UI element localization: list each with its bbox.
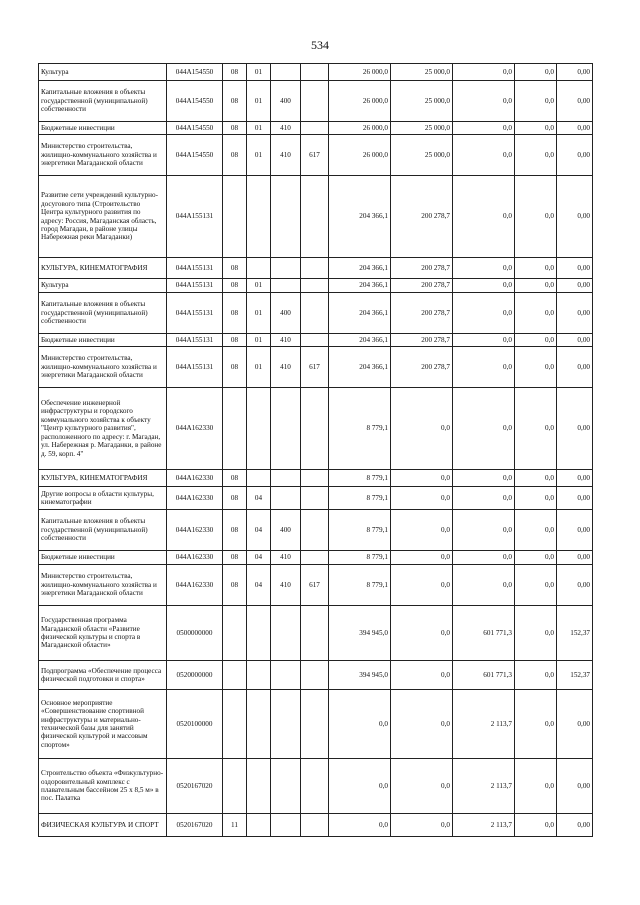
cell-amount-2: 200 278,7 [391, 279, 453, 293]
cell-name: ФИЗИЧЕСКАЯ КУЛЬТУРА И СПОРТ [39, 814, 167, 837]
table-row [39, 510, 593, 551]
cell-amount-3: 0,0 [453, 122, 515, 135]
cell-admin-code: 617 [301, 135, 329, 176]
cell-percent: 0,00 [557, 388, 593, 470]
cell-amount-4: 0,0 [515, 293, 557, 334]
cell-section: 08 [223, 470, 247, 487]
cell-amount-3: 0,0 [453, 510, 515, 551]
cell-expense-type [271, 279, 301, 293]
cell-amount-3: 0,0 [453, 551, 515, 565]
cell-code: 044A154550 [167, 122, 223, 135]
cell-section [223, 606, 247, 661]
cell-amount-4: 0,0 [515, 347, 557, 388]
cell-name: Подпрограмма «Обеспечение процесса физической подготовки и спорта» [39, 661, 167, 690]
cell-section [223, 176, 247, 258]
cell-code: 044A162330 [167, 388, 223, 470]
cell-section: 08 [223, 510, 247, 551]
cell-admin-code [301, 258, 329, 279]
cell-section: 08 [223, 258, 247, 279]
cell-admin-code: 617 [301, 347, 329, 388]
cell-amount-1: 8 779,1 [329, 487, 391, 510]
cell-name: КУЛЬТУРА, КИНЕМАТОГРАФИЯ [39, 470, 167, 487]
cell-amount-4: 0,0 [515, 334, 557, 347]
cell-name: Капитальные вложения в объекты государственной (муниципальной) собственности [39, 510, 167, 551]
cell-percent: 0,00 [557, 334, 593, 347]
cell-subsection [247, 176, 271, 258]
cell-percent: 0,00 [557, 470, 593, 487]
cell-subsection: 01 [247, 122, 271, 135]
cell-amount-3: 0,0 [453, 565, 515, 606]
cell-section: 11 [223, 814, 247, 837]
cell-code: 044A162330 [167, 510, 223, 551]
table-row [39, 388, 593, 470]
cell-amount-3: 0,0 [453, 279, 515, 293]
cell-name: Министерство строительства, жилищно-коммунального хозяйства и энергетики Магаданской области [39, 347, 167, 388]
cell-amount-3: 2 113,7 [453, 690, 515, 759]
cell-amount-2: 25 000,0 [391, 81, 453, 122]
cell-expense-type: 410 [271, 135, 301, 176]
cell-percent: 152,37 [557, 661, 593, 690]
page-number: 534 [311, 38, 329, 52]
cell-subsection [247, 814, 271, 837]
cell-amount-1: 26 000,0 [329, 135, 391, 176]
cell-amount-2: 0,0 [391, 606, 453, 661]
cell-percent: 0,00 [557, 347, 593, 388]
cell-amount-4: 0,0 [515, 565, 557, 606]
cell-subsection: 04 [247, 551, 271, 565]
cell-subsection: 04 [247, 487, 271, 510]
cell-amount-3: 0,0 [453, 135, 515, 176]
cell-percent: 0,00 [557, 135, 593, 176]
cell-amount-1: 8 779,1 [329, 551, 391, 565]
cell-section: 08 [223, 565, 247, 606]
cell-amount-3: 0,0 [453, 293, 515, 334]
cell-admin-code [301, 606, 329, 661]
cell-admin-code [301, 759, 329, 814]
cell-section: 08 [223, 293, 247, 334]
cell-amount-2: 200 278,7 [391, 293, 453, 334]
cell-amount-4: 0,0 [515, 510, 557, 551]
cell-subsection: 04 [247, 565, 271, 606]
table-row [39, 661, 593, 690]
cell-amount-2: 200 278,7 [391, 334, 453, 347]
cell-amount-2: 0,0 [391, 814, 453, 837]
cell-code: 044A155131 [167, 279, 223, 293]
cell-amount-3: 0,0 [453, 334, 515, 347]
table-row [39, 279, 593, 293]
table-row [39, 176, 593, 258]
cell-amount-1: 204 366,1 [329, 347, 391, 388]
cell-amount-1: 8 779,1 [329, 470, 391, 487]
cell-amount-2: 0,0 [391, 470, 453, 487]
cell-code: 044A155131 [167, 334, 223, 347]
cell-admin-code [301, 122, 329, 135]
table-row [39, 565, 593, 606]
cell-expense-type: 400 [271, 81, 301, 122]
cell-code: 044A154550 [167, 64, 223, 81]
table-row [39, 258, 593, 279]
table-row [39, 470, 593, 487]
cell-amount-1: 394 945,0 [329, 661, 391, 690]
cell-admin-code [301, 388, 329, 470]
cell-section: 08 [223, 347, 247, 388]
cell-subsection [247, 258, 271, 279]
cell-percent: 0,00 [557, 487, 593, 510]
table-row [39, 690, 593, 759]
cell-subsection: 01 [247, 81, 271, 122]
cell-section [223, 661, 247, 690]
cell-subsection [247, 661, 271, 690]
cell-amount-3: 0,0 [453, 258, 515, 279]
cell-amount-1: 0,0 [329, 814, 391, 837]
cell-expense-type [271, 176, 301, 258]
cell-amount-4: 0,0 [515, 690, 557, 759]
cell-amount-1: 204 366,1 [329, 293, 391, 334]
cell-name: Бюджетные инвестиции [39, 334, 167, 347]
cell-amount-4: 0,0 [515, 487, 557, 510]
cell-name: Обеспечение инженерной инфраструктуры и городского коммунального хозяйства к объекту "Центр культурного развития", расположенного по адресу: г. Магадан, ул. Набережная р. Магаданки, в районе д. 59, корп. 4" [39, 388, 167, 470]
cell-code: 0520167020 [167, 759, 223, 814]
cell-admin-code [301, 64, 329, 81]
cell-amount-2: 0,0 [391, 388, 453, 470]
cell-subsection: 01 [247, 334, 271, 347]
cell-section [223, 690, 247, 759]
table-row [39, 81, 593, 122]
cell-name: Министерство строительства, жилищно-коммунального хозяйства и энергетики Магаданской области [39, 135, 167, 176]
cell-admin-code [301, 814, 329, 837]
cell-code: 044A154550 [167, 81, 223, 122]
cell-subsection: 01 [247, 135, 271, 176]
cell-amount-4: 0,0 [515, 64, 557, 81]
cell-admin-code [301, 293, 329, 334]
cell-amount-1: 26 000,0 [329, 64, 391, 81]
cell-amount-2: 200 278,7 [391, 176, 453, 258]
cell-percent: 0,00 [557, 759, 593, 814]
cell-amount-1: 26 000,0 [329, 81, 391, 122]
cell-admin-code [301, 176, 329, 258]
cell-subsection: 01 [247, 64, 271, 81]
cell-code: 044A154550 [167, 135, 223, 176]
cell-code: 044A162330 [167, 487, 223, 510]
cell-amount-4: 0,0 [515, 135, 557, 176]
cell-section: 08 [223, 334, 247, 347]
cell-name: Капитальные вложения в объекты государственной (муниципальной) собственности [39, 293, 167, 334]
cell-amount-1: 0,0 [329, 759, 391, 814]
cell-percent: 0,00 [557, 510, 593, 551]
cell-amount-2: 0,0 [391, 510, 453, 551]
cell-amount-2: 0,0 [391, 690, 453, 759]
cell-subsection: 01 [247, 279, 271, 293]
cell-admin-code [301, 510, 329, 551]
cell-admin-code [301, 81, 329, 122]
cell-amount-4: 0,0 [515, 551, 557, 565]
cell-code: 044A155131 [167, 347, 223, 388]
cell-name: Капитальные вложения в объекты государственной (муниципальной) собственности [39, 81, 167, 122]
cell-percent: 0,00 [557, 81, 593, 122]
cell-amount-1: 204 366,1 [329, 258, 391, 279]
cell-amount-2: 25 000,0 [391, 122, 453, 135]
cell-expense-type [271, 661, 301, 690]
cell-expense-type: 410 [271, 334, 301, 347]
cell-percent: 152,37 [557, 606, 593, 661]
cell-name: Государственная программа Магаданской области «Развитие физической культуры и спорта в Магаданской области» [39, 606, 167, 661]
cell-name: Культура [39, 279, 167, 293]
table-row [39, 135, 593, 176]
cell-admin-code [301, 279, 329, 293]
cell-subsection [247, 606, 271, 661]
cell-amount-1: 0,0 [329, 690, 391, 759]
cell-name: КУЛЬТУРА, КИНЕМАТОГРАФИЯ [39, 258, 167, 279]
cell-amount-2: 200 278,7 [391, 258, 453, 279]
cell-amount-2: 0,0 [391, 661, 453, 690]
cell-subsection [247, 470, 271, 487]
cell-subsection: 01 [247, 293, 271, 334]
cell-expense-type: 400 [271, 510, 301, 551]
cell-amount-2: 0,0 [391, 487, 453, 510]
cell-amount-3: 0,0 [453, 470, 515, 487]
cell-amount-1: 8 779,1 [329, 388, 391, 470]
cell-amount-3: 0,0 [453, 64, 515, 81]
cell-expense-type: 410 [271, 565, 301, 606]
cell-section [223, 759, 247, 814]
cell-percent: 0,00 [557, 551, 593, 565]
cell-amount-4: 0,0 [515, 388, 557, 470]
cell-amount-4: 0,0 [515, 606, 557, 661]
cell-percent: 0,00 [557, 64, 593, 81]
cell-amount-4: 0,0 [515, 814, 557, 837]
cell-amount-4: 0,0 [515, 81, 557, 122]
cell-amount-3: 601 771,3 [453, 661, 515, 690]
table-row [39, 551, 593, 565]
cell-amount-3: 2 113,7 [453, 759, 515, 814]
table-row [39, 487, 593, 510]
cell-code: 044A162330 [167, 470, 223, 487]
cell-amount-2: 0,0 [391, 565, 453, 606]
table-row [39, 606, 593, 661]
cell-code: 0500000000 [167, 606, 223, 661]
cell-subsection [247, 759, 271, 814]
cell-admin-code [301, 470, 329, 487]
cell-admin-code [301, 334, 329, 347]
cell-admin-code [301, 551, 329, 565]
cell-amount-1: 8 779,1 [329, 510, 391, 551]
table-row [39, 759, 593, 814]
cell-expense-type: 410 [271, 122, 301, 135]
cell-section: 08 [223, 135, 247, 176]
cell-amount-1: 394 945,0 [329, 606, 391, 661]
cell-code: 0520100000 [167, 690, 223, 759]
cell-name: Культура [39, 64, 167, 81]
cell-name: Строительство объекта «Физкультурно-оздоровительный комплекс с плавательным бассейном 25 х 8,5 м» в пос. Палатка [39, 759, 167, 814]
cell-amount-3: 0,0 [453, 176, 515, 258]
cell-amount-4: 0,0 [515, 759, 557, 814]
cell-amount-4: 0,0 [515, 661, 557, 690]
cell-code: 044A162330 [167, 551, 223, 565]
cell-section: 08 [223, 279, 247, 293]
cell-name: Развитие сети учреждений культурно-досугового типа (Строительство Центра культурного развития по адресу: Россия, Магаданская область, город Магадан, в районе улицы Набережная реки Магаданки) [39, 176, 167, 258]
table-row [39, 347, 593, 388]
cell-percent: 0,00 [557, 279, 593, 293]
cell-expense-type: 410 [271, 347, 301, 388]
cell-admin-code [301, 487, 329, 510]
cell-amount-2: 25 000,0 [391, 64, 453, 81]
cell-expense-type [271, 258, 301, 279]
cell-expense-type: 400 [271, 293, 301, 334]
cell-amount-1: 26 000,0 [329, 122, 391, 135]
cell-section: 08 [223, 487, 247, 510]
cell-code: 044A155131 [167, 176, 223, 258]
cell-code: 0520000000 [167, 661, 223, 690]
cell-amount-4: 0,0 [515, 470, 557, 487]
cell-subsection [247, 388, 271, 470]
cell-subsection: 01 [247, 347, 271, 388]
table-row [39, 814, 593, 837]
cell-amount-3: 0,0 [453, 388, 515, 470]
budget-table [38, 63, 593, 837]
cell-amount-3: 601 771,3 [453, 606, 515, 661]
cell-amount-4: 0,0 [515, 279, 557, 293]
cell-amount-3: 0,0 [453, 487, 515, 510]
cell-code: 044A155131 [167, 258, 223, 279]
cell-percent: 0,00 [557, 293, 593, 334]
cell-percent: 0,00 [557, 122, 593, 135]
cell-amount-2: 25 000,0 [391, 135, 453, 176]
table-row [39, 64, 593, 81]
cell-section: 08 [223, 81, 247, 122]
cell-section: 08 [223, 64, 247, 81]
cell-section: 08 [223, 122, 247, 135]
cell-code: 044A162330 [167, 565, 223, 606]
cell-name: Министерство строительства, жилищно-коммунального хозяйства и энергетики Магаданской области [39, 565, 167, 606]
cell-amount-2: 200 278,7 [391, 347, 453, 388]
cell-amount-1: 204 366,1 [329, 176, 391, 258]
cell-percent: 0,00 [557, 176, 593, 258]
cell-admin-code [301, 690, 329, 759]
cell-amount-4: 0,0 [515, 122, 557, 135]
table-row [39, 293, 593, 334]
cell-amount-1: 204 366,1 [329, 279, 391, 293]
cell-amount-2: 0,0 [391, 551, 453, 565]
cell-subsection: 04 [247, 510, 271, 551]
cell-expense-type [271, 470, 301, 487]
cell-expense-type [271, 690, 301, 759]
cell-amount-1: 8 779,1 [329, 565, 391, 606]
table-row [39, 334, 593, 347]
cell-expense-type [271, 388, 301, 470]
cell-percent: 0,00 [557, 690, 593, 759]
cell-code: 0520167020 [167, 814, 223, 837]
table-row [39, 122, 593, 135]
cell-percent: 0,00 [557, 565, 593, 606]
cell-expense-type [271, 606, 301, 661]
cell-expense-type [271, 814, 301, 837]
cell-amount-4: 0,0 [515, 258, 557, 279]
cell-admin-code [301, 661, 329, 690]
cell-section [223, 388, 247, 470]
cell-amount-4: 0,0 [515, 176, 557, 258]
cell-name: Другие вопросы в области культуры, кинематографии [39, 487, 167, 510]
cell-amount-3: 0,0 [453, 347, 515, 388]
cell-amount-2: 0,0 [391, 759, 453, 814]
cell-code: 044A155131 [167, 293, 223, 334]
cell-expense-type [271, 759, 301, 814]
cell-amount-3: 2 113,7 [453, 814, 515, 837]
cell-admin-code: 617 [301, 565, 329, 606]
cell-amount-3: 0,0 [453, 81, 515, 122]
cell-amount-1: 204 366,1 [329, 334, 391, 347]
cell-expense-type [271, 487, 301, 510]
cell-subsection [247, 690, 271, 759]
cell-name: Бюджетные инвестиции [39, 551, 167, 565]
cell-expense-type [271, 64, 301, 81]
cell-name: Основное мероприятие «Совершенствование спортивной инфраструктуры и материально-технической базы для занятий физической культурой и массовым спортом» [39, 690, 167, 759]
cell-name: Бюджетные инвестиции [39, 122, 167, 135]
cell-section: 08 [223, 551, 247, 565]
cell-percent: 0,00 [557, 814, 593, 837]
cell-expense-type: 410 [271, 551, 301, 565]
table-body [39, 64, 593, 837]
cell-percent: 0,00 [557, 258, 593, 279]
